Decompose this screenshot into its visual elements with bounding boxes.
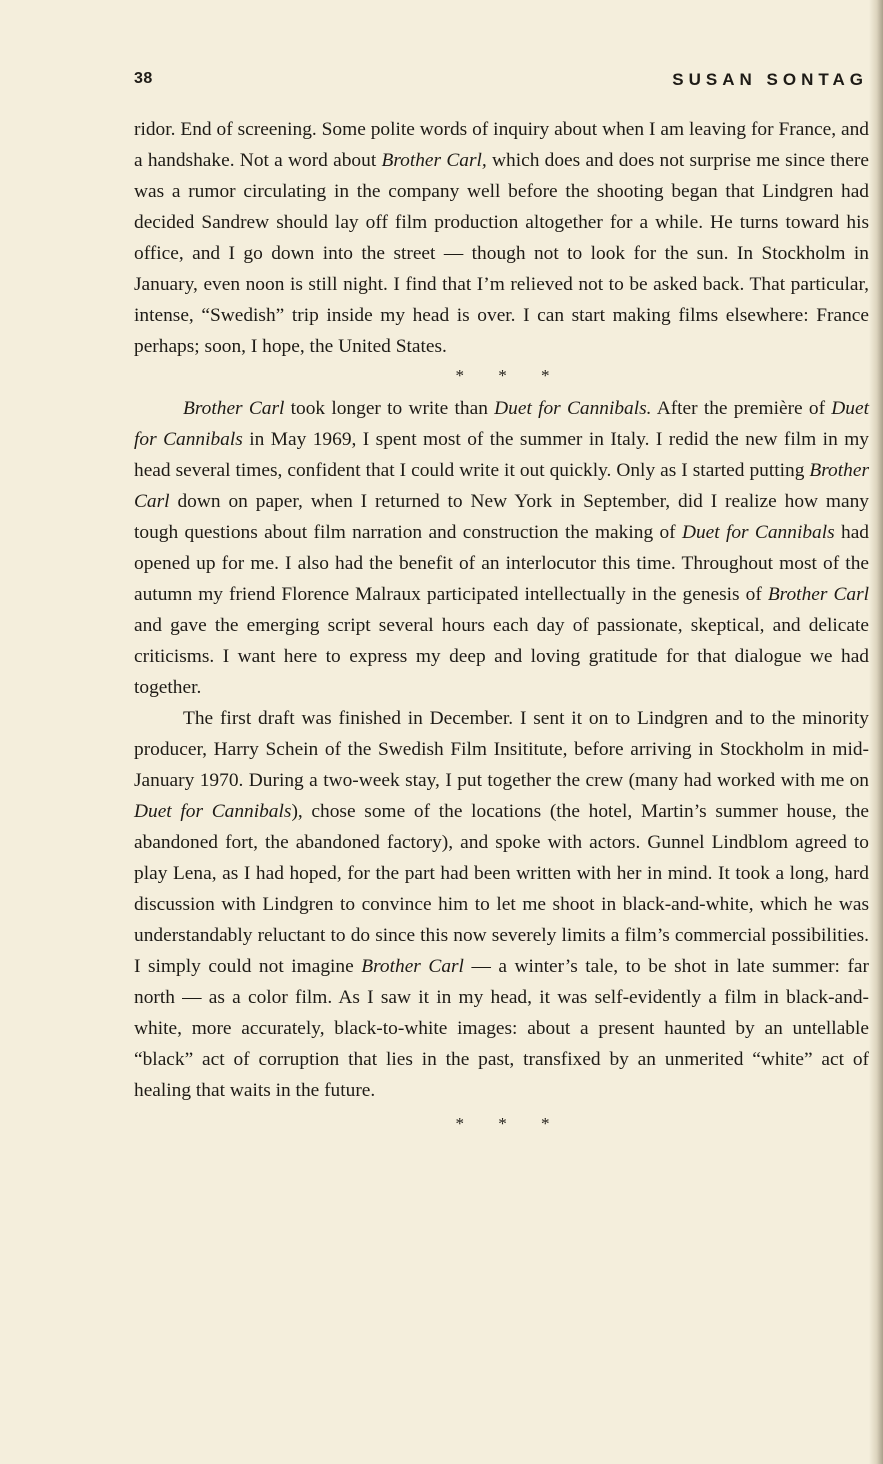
- italic-title: Brother Carl: [134, 460, 869, 512]
- italic-title: Duet for Cannibals: [134, 398, 869, 450]
- text-span: The first draft was finished in December. I sent it on to Lindgren and to the minority producer, Harry Schein of the Swedish Film Insititute, before arriving in Stockholm in mid-January 1970. During a two-week stay, I put together the crew (many had worked with me on: [134, 708, 869, 791]
- italic-title: Duet for Cannibals: [134, 801, 292, 822]
- text-span: which does and does not surprise me since there was a rumor circulating in the company well before the shooting began that Lindgren had decided Sandrew should lay off film production altogether for a while. He turns toward his office, and I go down into the street — though not to look for the sun. In Stockholm in January, even noon is still night. I find that I’m relieved not to be asked back. That particular, intense, “Swedish” trip inside my head is over. I can start making films elsewhere: France perhaps; soon, I hope, the United States.: [134, 150, 869, 357]
- italic-title: Brother Carl: [767, 584, 870, 605]
- paragraph: [134, 393, 869, 703]
- italic-title: Brother Carl,: [381, 150, 487, 171]
- text-span: down on paper, when I returned to New York in September, did I realize how many tough questions about film narration and construction the making of: [134, 491, 869, 543]
- page-header: [134, 70, 868, 94]
- paragraph-continued: [134, 114, 869, 362]
- page-edge-shadow: [869, 0, 883, 1464]
- text-span: took longer to write than: [284, 398, 495, 419]
- text-span: and gave the emerging script several hours each day of passionate, skeptical, and delicate criticisms. I want here to express my deep and loving gratitude for that dialogue we had together.: [134, 615, 869, 698]
- italic-title: Duet for Cannibals: [681, 522, 835, 543]
- running-head: SUSAN SONTAG: [672, 70, 868, 89]
- text-span: had opened up for me. I also had the benefit of an interlocutor this time. Throughout most of the autumn my friend Florence Malraux participated intellectually in the genesis of: [134, 522, 869, 605]
- italic-title: Duet for Cannibals.: [494, 398, 652, 419]
- text-span: — a winter’s tale, to be shot in late summer: far north — as a color film. As I saw it in my head, it was self-evidently a film in black-and-white, more accurately, black-to-white images: about a present haunted by an untellable “black” act of corruption that lies in the past, transfixed by an unmerited “white” act of healing that waits in the future.: [134, 956, 869, 1101]
- section-separator: * * *: [455, 1114, 550, 1133]
- body-text: [134, 114, 869, 1141]
- italic-title: Brother Carl: [361, 956, 464, 977]
- page-number: 38: [134, 70, 153, 87]
- text-span: ), chose some of the locations (the hotel, Martin’s summer house, the abandoned fort, the abandoned factory), and spoke with actors. Gunnel Lindblom agreed to play Lena, as I had hoped, for the part had been written with her in mind. It took a long, hard discussion with Lindgren to convince him to let me shoot in black-and-white, which he was understandably reluctant to do since this now severely limits a film’s commercial possibilities. I simply could not imagine: [134, 801, 869, 977]
- text-span: in May 1969, I spent most of the summer in Italy. I redid the new film in my head several times, confident that I could write it out quickly. Only as I started putting: [134, 429, 869, 481]
- text-span: After the première of: [651, 398, 832, 419]
- italic-title: Brother Carl: [183, 398, 285, 419]
- section-separator: * * *: [455, 366, 550, 385]
- paragraph: [134, 703, 869, 1106]
- text-span: ridor. End of screening. Some polite words of inquiry about when I am leaving for France, and a handshake. Not a word about: [134, 119, 869, 171]
